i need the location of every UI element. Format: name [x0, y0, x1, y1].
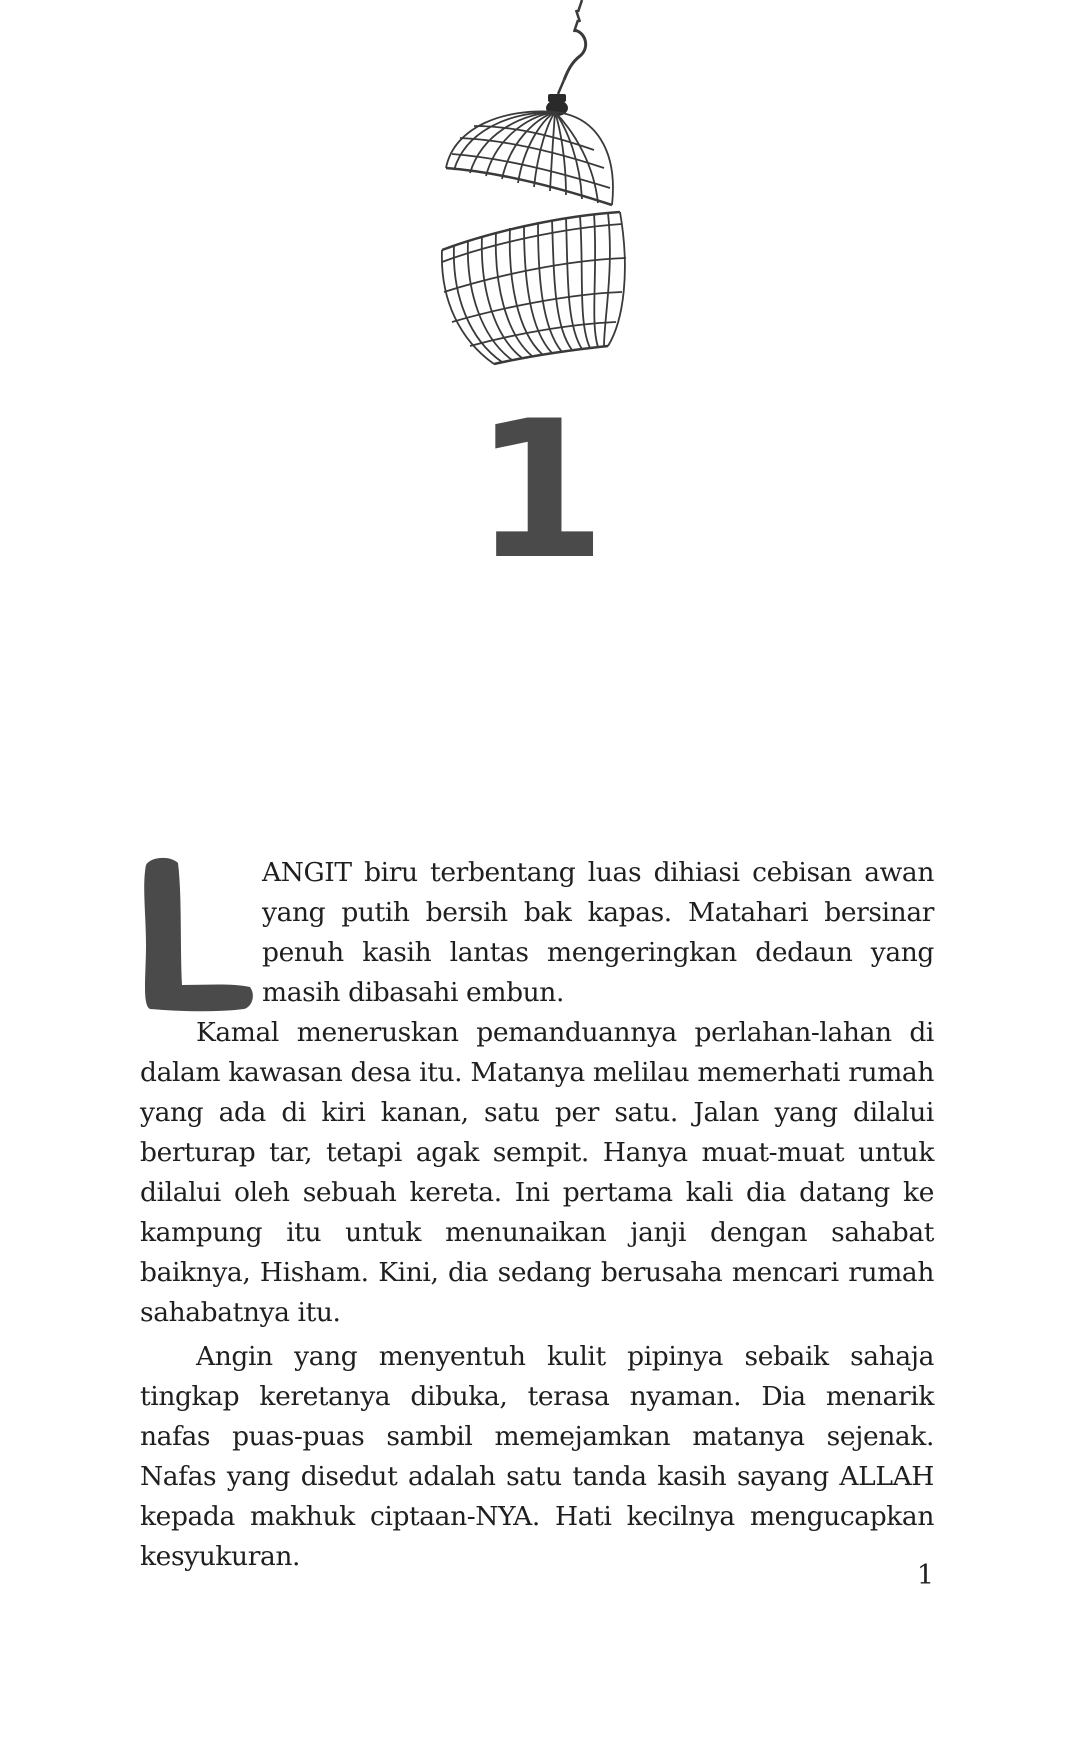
- paragraph: Angin yang menyentuh kulit pipinya sebaik sahaja tingkap keretanya dibuka, terasa nyaman. Dia menarik nafas puas-puas sambil memejamkan matanya sejenak. Nafas yang disedut adalah satu tanda kasih sayang ALLAH kepada makhuk ciptaan-NYA. Hati kecilnya mengucapkan kesyukuran.: [140, 1341, 934, 1572]
- chapter-number: 1: [473, 380, 607, 601]
- page-number: 1: [916, 1560, 934, 1591]
- chapter-body: [140, 853, 934, 1577]
- open-birdcage-icon: [430, 0, 630, 380]
- paragraph: Kamal meneruskan pemanduannya perlahan-lahan di dalam kawasan desa itu. Matanya melilau memerhati rumah yang ada di kiri kanan, satu per satu. Jalan yang dilalui berturap tar, tetapi agak sempit. Hanya muat-muat untuk dilalui oleh sebuah kereta. Ini pertama kali dia datang ke kampung itu untuk menunaikan janji dengan sahabat baiknya, Hisham. Kini, dia sedang berusaha mencari rumah sahabatnya itu.: [140, 1017, 934, 1328]
- cage-body: [442, 212, 626, 364]
- cage-lid: [446, 111, 613, 205]
- paragraph-opening: ANGIT biru terbentang luas dihiasi cebisan awan yang putih bersih bak kapas. Matahari bersinar penuh kasih lantas mengeringkan dedaun yang masih dibasahi embun.: [262, 857, 934, 1008]
